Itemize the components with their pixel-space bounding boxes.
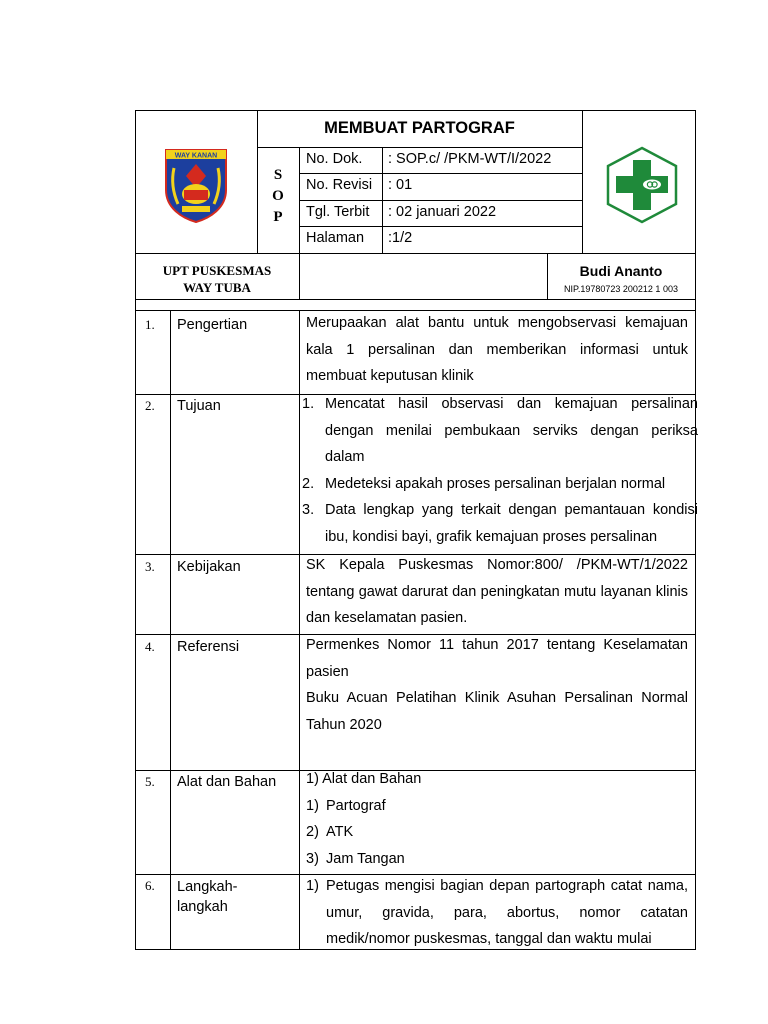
row-label: Langkah- [177, 879, 238, 895]
field-value-tgl-terbit: : 02 januari 2022 [388, 204, 497, 220]
field-label-tgl-terbit: Tgl. Terbit [306, 204, 370, 220]
list-item-number: 2) [306, 824, 319, 840]
field-label-halaman: Halaman [306, 230, 365, 246]
way-kanan-logo [162, 146, 230, 224]
row-label: Pengertian [177, 317, 248, 333]
list-item-text: Petugas mengisi bagian depan partograph catat nama, umur, gravida, para, abortus, nomor catatan medik/nomor puskesmas, tanggal dan waktu mulai [326, 878, 688, 947]
row-number: 4. [145, 639, 155, 654]
row-list [306, 766, 688, 872]
list-item-text: Medeteksi apakah proses persalinan berjalan normal [325, 475, 666, 492]
signer-nip: NIP.19780723 200212 1 003 [564, 284, 678, 294]
row-label: Kebijakan [177, 559, 241, 575]
reference-item: Buku Acuan Pelatihan Klinik Asuhan Persalinan Normal Tahun 2020 [306, 690, 688, 733]
row-list [306, 873, 688, 953]
sop-letter-s: S [273, 167, 283, 183]
document-title: MEMBUAT PARTOGRAF [324, 119, 515, 137]
list-heading: 1) Alat dan Bahan [306, 771, 422, 787]
row-label: Tujuan [177, 398, 221, 414]
row-number: 1. [145, 317, 155, 332]
row-number: 3. [145, 559, 155, 574]
row-number: 5. [145, 774, 155, 789]
field-value-halaman: :1/2 [388, 230, 413, 246]
sop-letter-o: O [272, 188, 284, 204]
row-label: langkah [177, 899, 228, 915]
row-label: Alat dan Bahan [177, 774, 277, 790]
list-item-text: Partograf [326, 797, 386, 814]
logo-text: WAY KANAN [174, 152, 218, 160]
list-item-number: 3) [306, 850, 319, 867]
list-item-number: 3. [302, 502, 315, 518]
row-content: Merupaakan alat bantu untuk mengobservasi kemajuan kala 1 persalinan dan memberikan informasi untuk membuat keputusan klinik [306, 315, 688, 384]
puskesmas-logo [604, 146, 680, 224]
list-item-number: 1) [306, 878, 319, 894]
list-item [306, 793, 688, 820]
field-label-no-revisi: No. Revisi [306, 177, 373, 193]
list-item [306, 846, 688, 873]
list-item [302, 497, 698, 550]
row-content [306, 632, 688, 738]
reference-item: Permenkes Nomor 11 tahun 2017 tentang Keselamatan pasien [306, 637, 688, 680]
list-item-number: 1) [306, 797, 319, 814]
list-item [302, 391, 698, 471]
signer-name: Budi Ananto [579, 263, 663, 279]
field-label-no-dok: No. Dok. [306, 151, 363, 167]
list-item-text: ATK [326, 824, 354, 840]
org-name-line1: UPT PUSKESMAS [162, 263, 272, 278]
field-value-no-dok: : SOP.c/ /PKM-WT/I/2022 [388, 151, 552, 167]
list-item [302, 471, 698, 498]
list-item-number: 1. [302, 396, 315, 412]
row-list [302, 391, 698, 550]
row-number: 6. [145, 878, 155, 893]
list-item-text: Jam Tangan [326, 850, 405, 867]
field-value-no-revisi: : 01 [388, 177, 413, 193]
row-content: SK Kepala Puskesmas Nomor:800/ /PKM-WT/1/2022 tentang gawat darurat dan peningkatan mutu layanan klinis dan keselamatan pasien. [306, 557, 688, 626]
list-item [306, 873, 688, 953]
list-item-number: 2. [302, 475, 315, 492]
row-number: 2. [145, 398, 155, 413]
list-item-text: Mencatat hasil observasi dan kemajuan persalinan dengan menilai pembukaan serviks dengan periksa dalam [325, 396, 698, 465]
sop-letter-p: P [273, 209, 283, 225]
list-item [306, 819, 688, 846]
row-label: Referensi [177, 639, 240, 655]
list-item-text: Data lengkap yang terkait dengan pemantauan kondisi ibu, kondisi bayi, grafik kemajuan proses persalinan [325, 502, 698, 545]
org-name-line2: WAY TUBA [183, 280, 251, 295]
